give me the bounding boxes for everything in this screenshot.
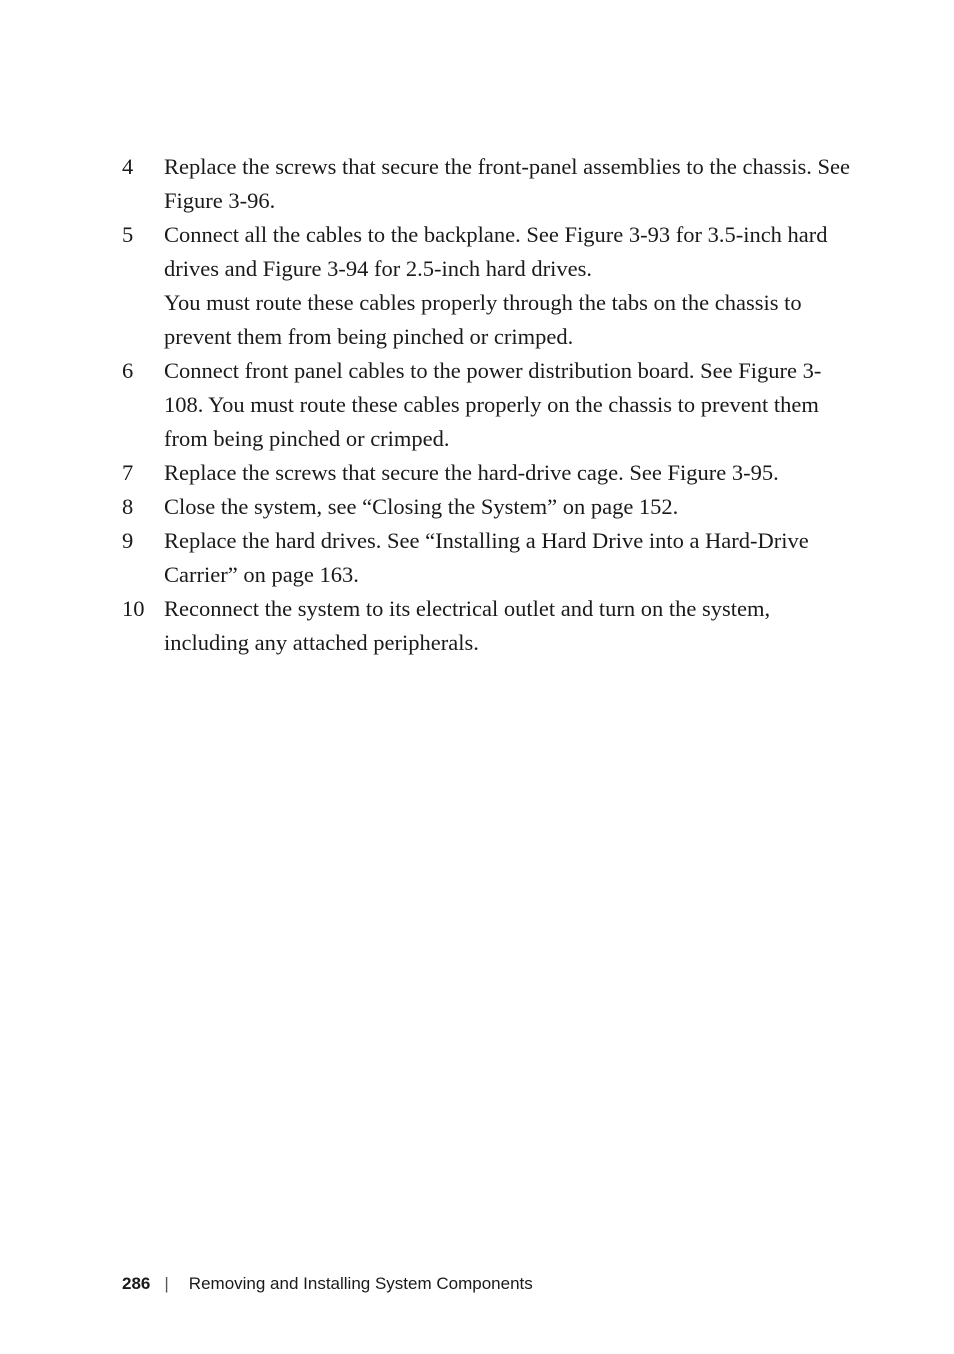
step-text: Close the system, see “Closing the System” on page 152.: [164, 494, 679, 519]
step-item: [122, 524, 854, 592]
page-number: 286: [122, 1274, 151, 1293]
footer-separator: |: [164, 1274, 169, 1293]
step-text: Replace the screws that secure the front-panel assemblies to the chassis. See Figure 3-96.: [164, 154, 851, 213]
procedure-steps: [122, 150, 854, 660]
step-item: [122, 218, 854, 354]
step-item: [122, 592, 854, 660]
step-number: 9: [122, 528, 134, 553]
page-footer: [122, 1272, 533, 1296]
step-text: Connect front panel cables to the power distribution board. See Figure 3-108. You must route these cables properly on the chassis to prevent them from being pinched or crimped.: [164, 358, 822, 451]
step-number: 7: [122, 460, 134, 485]
step-item: [122, 354, 854, 456]
step-item: [122, 456, 854, 490]
step-text: Replace the screws that secure the hard-drive cage. See Figure 3-95.: [164, 460, 779, 485]
step-text: Connect all the cables to the backplane. See Figure 3-93 for 3.5-inch hard drives and Figure 3-94 for 2.5-inch hard drives.: [164, 222, 828, 281]
step-number: 6: [122, 358, 134, 383]
section-title: Removing and Installing System Components: [188, 1274, 533, 1293]
step-number: 10: [122, 596, 145, 621]
step-item: [122, 490, 854, 524]
step-number: 5: [122, 222, 134, 247]
step-number: 8: [122, 494, 134, 519]
step-item: [122, 150, 854, 218]
step-text: Reconnect the system to its electrical outlet and turn on the system, including any attached peripherals.: [164, 596, 771, 655]
step-number: 4: [122, 154, 134, 179]
step-text: Replace the hard drives. See “Installing a Hard Drive into a Hard-Drive Carrier” on page 163.: [164, 528, 809, 587]
step-note: You must route these cables properly through the tabs on the chassis to prevent them from being pinched or crimped.: [164, 290, 802, 349]
